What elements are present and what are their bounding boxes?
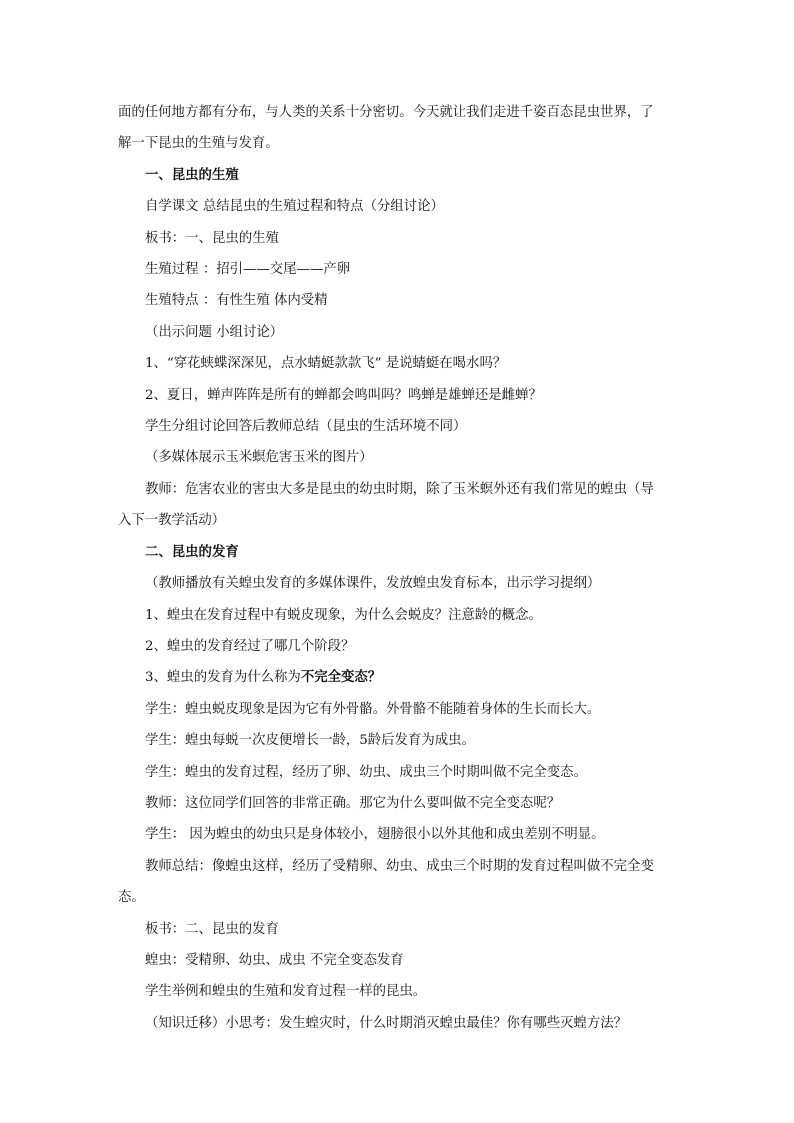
question-text: 3、蝗虫的发育为什么称为 <box>145 670 301 686</box>
question-item: 2、夏日，蝉声阵阵是所有的蝉都会鸣叫吗？鸣蝉是雄蝉还是雌蝉？ <box>145 387 542 403</box>
paragraph-line: （多媒体展示玉米螟危害玉米的图片） <box>145 450 373 466</box>
paragraph-line: 面的任何地方都有分布，与人类的关系十分密切。今天就让我们走进千姿百态昆虫世界，了 <box>118 105 654 120</box>
paragraph-line: 学生分组讨论回答后教师总结（昆虫的生活环境不同） <box>145 419 467 435</box>
paragraph-line: 学生：蝗虫蜕皮现象是因为它有外骨骼。外骨骼不能随着身体的生长而长大。 <box>145 701 601 717</box>
question-item <box>118 662 680 693</box>
paragraph-line: 学生： 因为蝗虫的幼虫只是身体较小，翅膀很小以外其他和成虫差别不明显。 <box>145 827 605 843</box>
question-emphasis: 不完全变态？ <box>300 669 382 686</box>
paragraph-line: 态。 <box>118 890 145 906</box>
paragraph-line: 教师：这位同学们回答的非常正确。那它为什么要叫做不完全变态呢？ <box>145 795 561 811</box>
paragraph-line: （出示问题 小组讨论） <box>145 324 284 340</box>
paragraph-line: 板书：一、昆虫的生殖 <box>145 230 279 246</box>
paragraph-line: 教师：危害农业的害虫大多是昆虫的幼虫时期，除了玉米螟外还有我们常见的蝗虫（导 <box>145 481 654 497</box>
paragraph-line: 板书：二、昆虫的发育 <box>145 921 279 937</box>
paragraph-line: 教师总结：像蝗虫这样，经历了受精卵、幼虫、成虫三个时期的发育过程叫做不完全变 <box>145 858 654 874</box>
paragraph-line: 生殖过程 ：招引——交尾——产卵 <box>145 262 351 278</box>
paragraph-line: 入下一教学活动） <box>118 513 226 529</box>
paragraph-line: 生殖特点 ：有性生殖 体内受精 <box>145 293 328 309</box>
paragraph-line: 自学课文 总结昆虫的生殖过程和特点（分组讨论） <box>145 199 444 215</box>
paragraph-line: 学生：蝗虫每蜕一次皮便增长一龄，5龄后发育为成虫。 <box>145 733 475 749</box>
section-heading-reproduction: 一、昆虫的生殖 <box>145 166 239 183</box>
paragraph-line: 学生：蝗虫的发育过程，经历了卵、幼虫、成虫三个时期叫做不完全变态。 <box>145 764 587 780</box>
question-item: 1、“穿花蛱蝶深深见，点水蜻蜓款款飞” 是说蜻蜓在喝水吗？ <box>145 356 507 372</box>
question-item: 1、蝗虫在发育过程中有蜕皮现象，为什么会蜕皮？注意龄的概念。 <box>145 607 542 623</box>
question-item: 2、蝗虫的发育经过了哪几个阶段？ <box>145 638 355 654</box>
paragraph-line: （知识迁移）小思考：发生蝗灾时，什么时期消灭蝗虫最佳？你有哪些灭蝗方法？ <box>145 1015 628 1031</box>
paragraph-line: （教师播放有关蝗虫发育的多媒体课件，发放蝗虫发育标本，出示学习提纲） <box>145 576 601 592</box>
section-heading-development: 二、昆虫的发育 <box>145 543 239 560</box>
document-body <box>118 97 680 1039</box>
paragraph-line: 解一下昆虫的生殖与发育。 <box>118 136 279 152</box>
paragraph-line: 学生举例和蝗虫的生殖和发育过程一样的昆虫。 <box>145 984 427 1000</box>
paragraph-line: 蝗虫：受精卵、幼虫、成虫 不完全变态发育 <box>145 952 404 968</box>
